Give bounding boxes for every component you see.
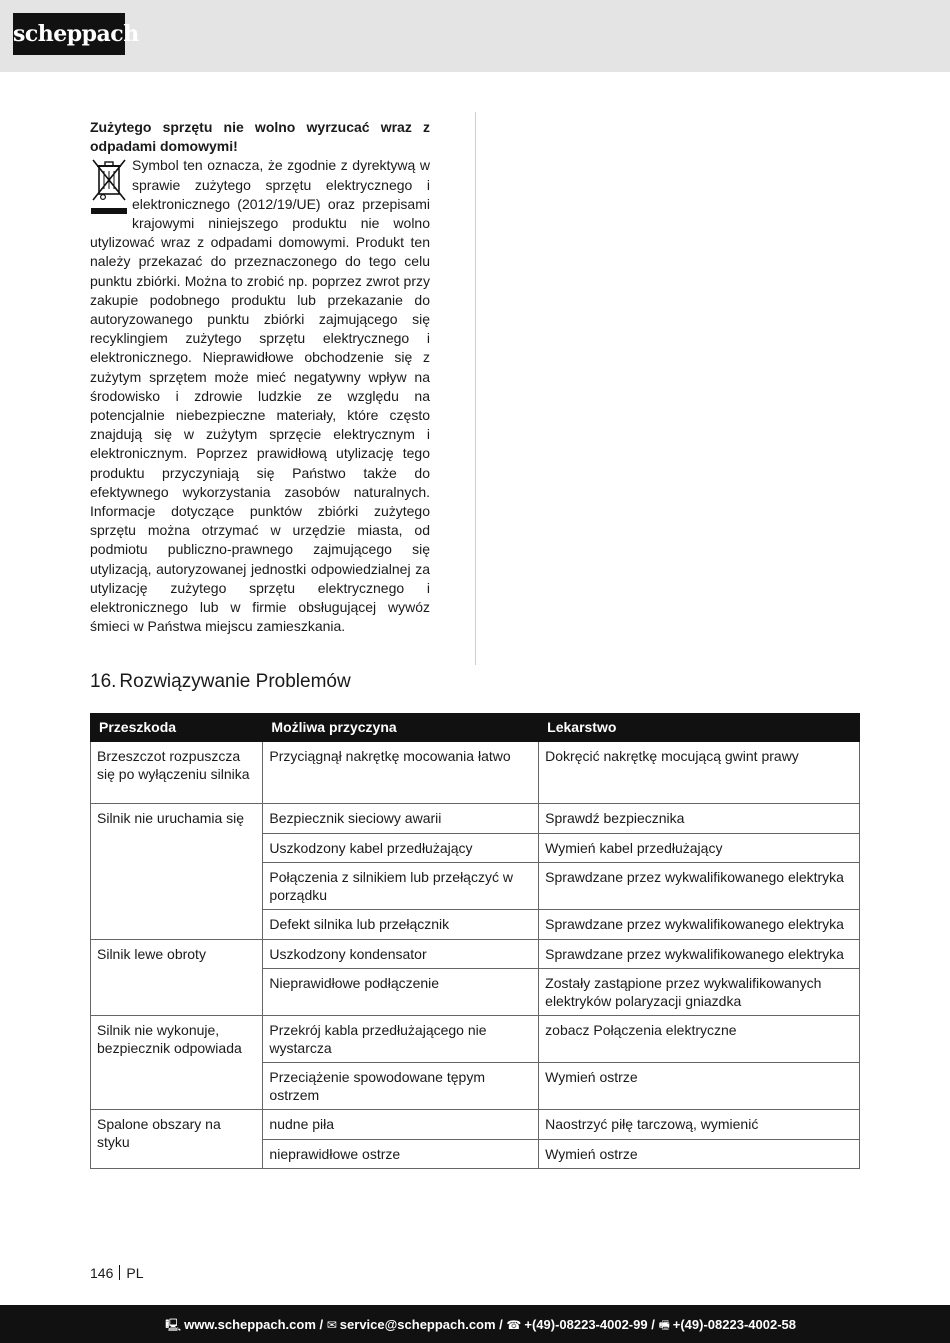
remedy-cell: Sprawdzane przez wykwalifikowanego elektryka bbox=[539, 863, 860, 910]
table-row bbox=[91, 1110, 860, 1140]
problem-cell: Silnik nie wykonuje, bezpiecznik odpowiada bbox=[91, 1016, 263, 1110]
problem-cell: Brzeszczot rozpuszcza się po wyłączeniu silnika bbox=[91, 742, 263, 804]
website-link[interactable]: www.scheppach.com / bbox=[184, 1317, 324, 1332]
disposal-notice bbox=[90, 118, 430, 636]
cause-cell: Defekt silnika lub przełącznik bbox=[263, 910, 539, 940]
fax-number: +(49)-08223-4002-58 bbox=[672, 1317, 796, 1332]
problem-cell: Silnik nie uruchamia się bbox=[91, 804, 263, 940]
section-number: 16. bbox=[90, 671, 117, 692]
section-title: Rozwiązywanie Problemów bbox=[119, 671, 351, 692]
cause-cell: Przekrój kabla przedłużającego nie wystarcza bbox=[263, 1016, 539, 1063]
section-heading bbox=[90, 671, 351, 693]
fax-icon: 🖷 bbox=[658, 1318, 670, 1332]
header-bar bbox=[0, 0, 950, 72]
remedy-cell: Sprawdzane przez wykwalifikowanego elektryka bbox=[539, 939, 860, 969]
remedy-cell: Zostały zastąpione przez wykwalifikowanych elektryków polaryzacji gniazdka bbox=[539, 969, 860, 1016]
phone-icon: ☎ bbox=[506, 1318, 522, 1332]
remedy-cell: Wymień kabel przedłużający bbox=[539, 833, 860, 863]
page-footer bbox=[90, 1265, 143, 1281]
table-row bbox=[91, 939, 860, 969]
page-number: 146 bbox=[90, 1265, 114, 1281]
cause-cell: Przyciągnął nakrętkę mocowania łatwo bbox=[263, 742, 539, 804]
troubleshooting-table bbox=[90, 713, 860, 1169]
remedy-cell: Wymień ostrze bbox=[539, 1063, 860, 1110]
table-header-row bbox=[91, 714, 860, 742]
crossed-out-wheelie-bin-icon bbox=[90, 158, 128, 218]
remedy-cell: Naostrzyć piłę tarczową, wymienić bbox=[539, 1110, 860, 1140]
contact-line bbox=[165, 1316, 796, 1337]
column-divider bbox=[475, 112, 476, 665]
email-link[interactable]: service@scheppach.com / bbox=[339, 1317, 503, 1332]
cause-cell: Bezpiecznik sieciowy awarii bbox=[263, 804, 539, 834]
problem-cell: Silnik lewe obroty bbox=[91, 939, 263, 1016]
header-remedy: Lekarstwo bbox=[539, 714, 860, 742]
remedy-cell: zobacz Połączenia elektryczne bbox=[539, 1016, 860, 1063]
cause-cell: nieprawidłowe ostrze bbox=[263, 1139, 539, 1169]
cause-cell: Połączenia z silnikiem lub przełączyć w porządku bbox=[263, 863, 539, 910]
disposal-title: Zużytego sprzętu nie wolno wyrzucać wraz z odpadami domowymi! bbox=[90, 119, 430, 155]
remedy-cell: Sprawdź bezpiecznika bbox=[539, 804, 860, 834]
mail-icon: ✉ bbox=[326, 1318, 337, 1332]
cause-cell: Nieprawidłowe podłączenie bbox=[263, 969, 539, 1016]
brand-logo: scheppach bbox=[13, 13, 125, 55]
cause-cell: nudne piła bbox=[263, 1110, 539, 1140]
cause-cell: Uszkodzony kabel przedłużający bbox=[263, 833, 539, 863]
header-problem: Przeszkoda bbox=[91, 714, 263, 742]
page-separator bbox=[119, 1265, 120, 1280]
table-row bbox=[91, 1016, 860, 1063]
computer-icon: 🖳 bbox=[165, 1318, 182, 1332]
header-cause: Możliwa przyczyna bbox=[263, 714, 539, 742]
contact-bar bbox=[0, 1305, 950, 1343]
cause-cell: Przeciążenie spowodowane tępym ostrzem bbox=[263, 1063, 539, 1110]
remedy-cell: Wymień ostrze bbox=[539, 1139, 860, 1169]
phone-number: +(49)-08223-4002-99 / bbox=[524, 1317, 655, 1332]
cause-cell: Uszkodzony kondensator bbox=[263, 939, 539, 969]
remedy-cell: Dokręcić nakrętkę mocującą gwint prawy bbox=[539, 742, 860, 804]
remedy-cell: Sprawdzane przez wykwalifikowanego elektryka bbox=[539, 910, 860, 940]
language-code: PL bbox=[126, 1265, 144, 1281]
disposal-text: Symbol ten oznacza, że zgodnie z dyrektywą w sprawie zużytego sprzętu elektrycznego i elektronicznego (2012/19/UE) oraz przepisami krajowymi niniejszego produktu nie wolno utylizować wraz z odpadami domowymi. Produkt ten należy przekazać do przeznaczonego do tego celu punktu zbiórki. Można to zrobić np. poprzez zwrot przy zakupie podobnego produktu lub przekazanie do autoryzowanego punktu zbiórki zajmującego się recyklingiem zużytego sprzętu elektrycznego i elektronicznego. Nieprawidłowe obchodzenie się z zużytym sprzętem może mieć negatywny wpływ na środowisko i zdrowie ludzkie ze względu na potencjalnie niebezpieczne materiały, które często znajdują się w zużytym sprzęcie elektrycznym i elektronicznym. Poprzez prawidłową utylizację tego produktu przyczyniają się Państwo także do efektywnego wykorzystania zasobów naturalnych. Informacje dotyczące punktów zbiórki zużytego sprzętu można otrzymać w urzędzie miasta, od podmiotu publiczno-prawnego zajmującego się utylizacją, autoryzowanej jednostki odpowiedzialnej za utylizację zużytego sprzętu elektrycznego i elektronicznego lub w firmie obsługującej wywóz śmieci w Państwa miejscu zamieszkania. bbox=[90, 157, 430, 635]
problem-cell: Spalone obszary na styku bbox=[91, 1110, 263, 1169]
table-row bbox=[91, 804, 860, 834]
table-row bbox=[91, 742, 860, 804]
